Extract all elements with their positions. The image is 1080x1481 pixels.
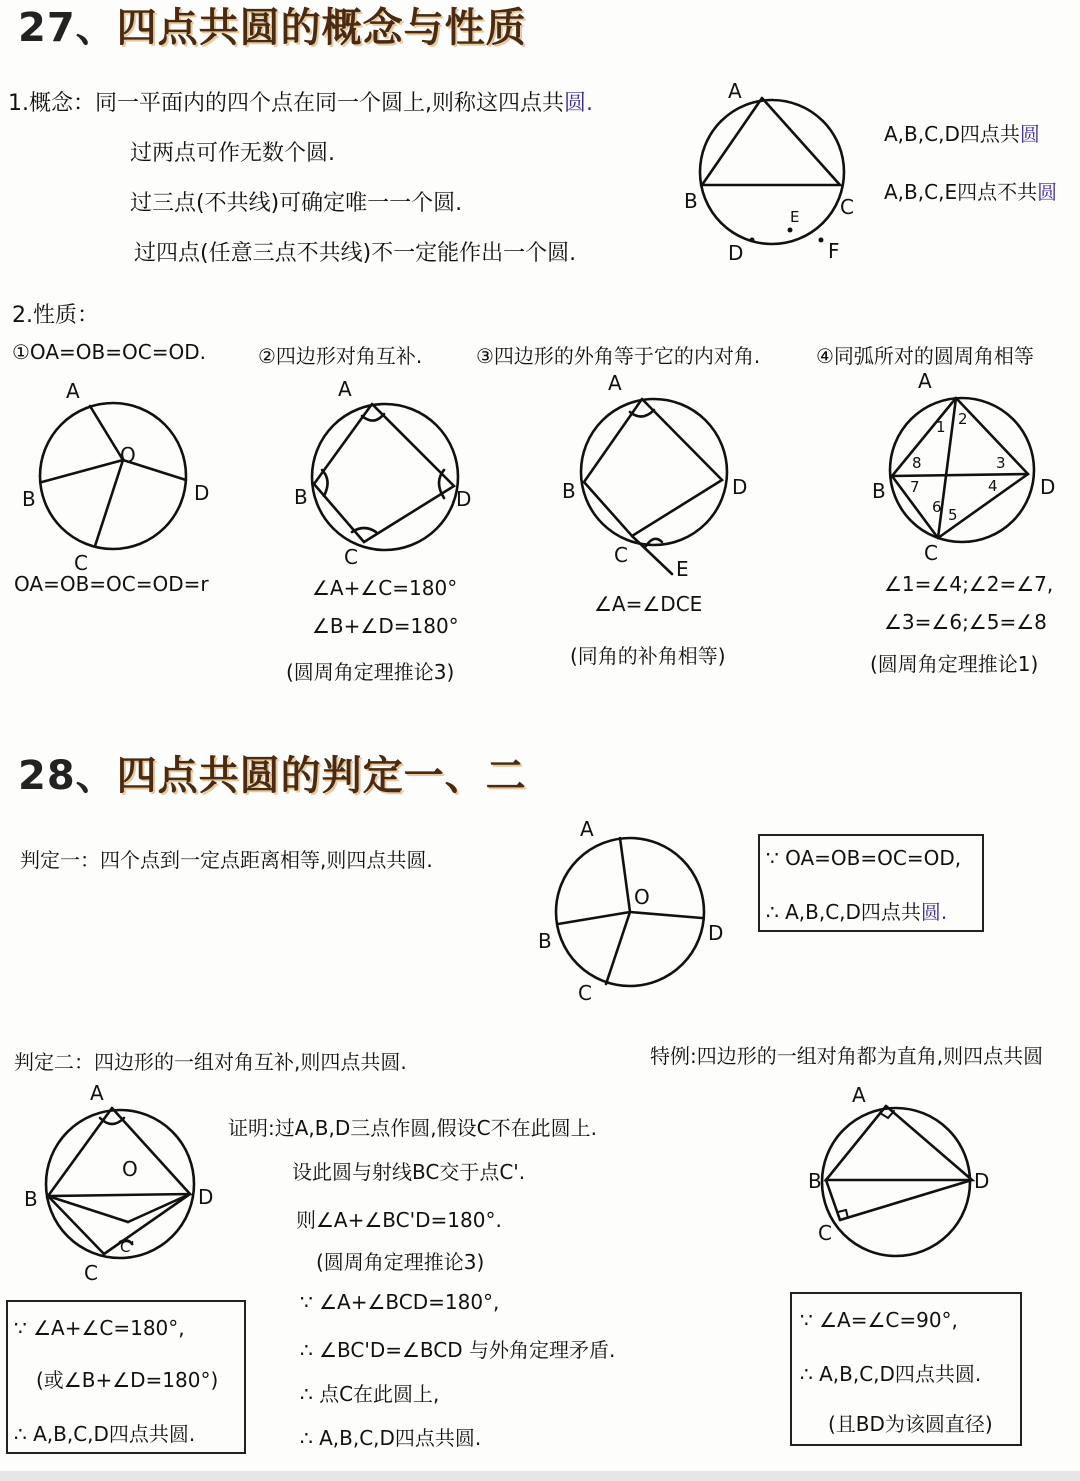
concept-label: 1.概念： — [8, 91, 95, 116]
angle-2: 2 — [958, 410, 968, 428]
note-2-text: A,B,C,E四点不共 — [884, 180, 1038, 204]
label-b: B — [872, 479, 886, 503]
label-c-prime: C' — [120, 1238, 135, 1256]
fig4-caption-3: (圆周角定理推论1) — [870, 652, 1039, 676]
label-o: O — [122, 1157, 138, 1181]
label-o: O — [120, 443, 136, 467]
box1-line-2-text: ∴ A,B,C,D四点共 — [766, 900, 921, 924]
label-a: A — [852, 1083, 866, 1107]
label-b: B — [684, 189, 698, 213]
figure-criterion-2 — [24, 1078, 234, 1288]
label-c: C — [74, 551, 88, 575]
label-b: B — [808, 1169, 822, 1193]
fig4-caption-2: ∠3=∠6;∠5=∠8 — [884, 610, 1047, 634]
page-bottom-strip — [0, 1471, 1080, 1481]
fig1-caption: OA=OB=OC=OD=r — [14, 572, 209, 596]
label-d: D — [1040, 475, 1056, 499]
figure-exterior-angle — [562, 370, 762, 590]
point-d — [750, 238, 755, 243]
concept-line-3: 过三点(不共线)可确定唯一一个圆. — [130, 191, 463, 216]
note-not-coplanar — [884, 176, 1057, 205]
fig2-caption-1: ∠A+∠C=180° — [312, 576, 458, 600]
concept-text: 同一平面内的四个点在同一个圆上,则称这四点共 — [95, 91, 564, 116]
point-f — [819, 238, 824, 243]
proof-line-3: 则∠A+∠BC'D=180°. — [296, 1208, 502, 1232]
label-a: A — [90, 1081, 104, 1105]
label-c: C — [818, 1221, 832, 1245]
label-d: D — [194, 481, 210, 505]
figure-special-case — [804, 1080, 1004, 1280]
box1-line-2 — [766, 896, 947, 925]
label-a: A — [66, 379, 80, 403]
concept-line — [8, 86, 593, 117]
angle-5: 5 — [948, 506, 958, 524]
proof-line-2: 设此圆与射线BC交于点C'. — [292, 1160, 526, 1184]
section-number: 28、 — [18, 753, 117, 799]
circle — [700, 100, 844, 244]
proof-line-5: ∵ ∠A+∠BCD=180°, — [300, 1290, 500, 1314]
label-b: B — [538, 929, 552, 953]
triangle-abc — [702, 98, 840, 185]
label-c: C — [84, 1261, 98, 1285]
box3-line-3: (且BD为该圆直径) — [828, 1412, 993, 1436]
fig4-caption-1: ∠1=∠4;∠2=∠7, — [884, 572, 1054, 596]
figure-opposite-angles — [294, 374, 494, 574]
label-o: O — [634, 885, 650, 909]
label-c: C — [578, 981, 592, 1005]
angle-8: 8 — [912, 454, 922, 472]
criterion-1: 判定一：四个点到一定点距离相等,则四点共圆. — [20, 848, 433, 872]
box3-line-1: ∵ ∠A=∠C=90°, — [800, 1308, 958, 1332]
box1-line-2-end: 圆. — [920, 900, 948, 924]
section-number: 27、 — [18, 5, 117, 51]
criterion-2-box — [6, 1300, 246, 1454]
box2-line-2: (或∠B+∠D=180°) — [36, 1368, 219, 1392]
label-a: A — [918, 369, 932, 393]
property-2: ②四边形对角互补. — [258, 344, 423, 368]
special-case: 特例:四边形的一组对角都为直角,则四点共圆 — [650, 1044, 1044, 1068]
fig2-caption-3: (圆周角定理推论3) — [286, 660, 455, 684]
label-d: D — [974, 1169, 990, 1193]
label-e: E — [790, 208, 800, 226]
property-1: ①OA=OB=OC=OD. — [12, 340, 206, 364]
fig3-caption-2: (同角的补角相等) — [570, 644, 726, 668]
label-c: C — [840, 195, 854, 219]
circle — [46, 1110, 194, 1258]
angle-3: 3 — [996, 454, 1006, 472]
note-2-end: 圆 — [1037, 180, 1058, 204]
property-4: ④同弧所对的圆周角相等 — [816, 344, 1034, 368]
label-d: D — [728, 241, 744, 265]
proof-line-7: ∴ 点C在此圆上, — [300, 1382, 440, 1406]
label-b: B — [294, 485, 308, 509]
special-case-box — [790, 1292, 1022, 1446]
angle-4: 4 — [988, 477, 998, 495]
note-1-end: 圆 — [1019, 122, 1040, 146]
label-b: B — [562, 479, 576, 503]
box1-line-1: ∵ OA=OB=OC=OD, — [766, 846, 962, 870]
property-label: 2.性质： — [12, 303, 99, 328]
label-a: A — [608, 371, 622, 395]
label-e: E — [676, 557, 689, 581]
concept-line-4: 过四点(任意三点不共线)不一定能作出一个圆. — [134, 241, 577, 266]
proof-line-1: 证明:过A,B,D三点作圆,假设C不在此圆上. — [228, 1116, 597, 1140]
label-a: A — [580, 817, 594, 841]
box2-line-3: ∴ A,B,C,D四点共圆. — [14, 1422, 196, 1446]
criterion-1-box — [758, 834, 984, 932]
label-c: C — [924, 541, 938, 565]
box2-line-1: ∵ ∠A+∠C=180°, — [14, 1316, 185, 1340]
proof-line-6: ∴ ∠BC'D=∠BCD 与外角定理矛盾. — [300, 1338, 616, 1362]
concept-line-2: 过两点可作无数个圆. — [130, 141, 335, 166]
label-d: D — [198, 1185, 214, 1209]
label-d: D — [456, 487, 472, 511]
label-d: D — [732, 475, 748, 499]
concept-text-end: 圆. — [564, 91, 593, 116]
note-1-text: A,B,C,D四点共 — [884, 122, 1020, 146]
label-c: C — [614, 543, 628, 567]
label-a: A — [338, 377, 352, 401]
fig2-caption-2: ∠B+∠D=180° — [312, 614, 459, 638]
section-27-title — [18, 0, 527, 53]
point-e — [788, 228, 793, 233]
note-coplanar — [884, 118, 1040, 147]
angle-7: 7 — [910, 478, 920, 496]
proof-line-4: (圆周角定理推论3) — [316, 1250, 485, 1274]
property-3: ③四边形的外角等于它的内对角. — [476, 344, 761, 368]
proof-line-8: ∴ A,B,C,D四点共圆. — [300, 1426, 482, 1450]
fig3-caption-1: ∠A=∠DCE — [594, 592, 703, 616]
criterion-2: 判定二：四边形的一组对角互补,则四点共圆. — [14, 1050, 407, 1074]
figure-radii — [20, 376, 220, 576]
angle-6: 6 — [932, 498, 942, 516]
box3-line-2: ∴ A,B,C,D四点共圆. — [800, 1362, 982, 1386]
section-28-title — [18, 744, 527, 801]
figure-concept-circle — [684, 79, 870, 272]
section-title-text: 四点共圆的概念与性质 — [116, 5, 527, 51]
figure-criterion-1 — [532, 812, 752, 1012]
label-b: B — [24, 1187, 38, 1211]
section-title-text: 四点共圆的判定一、二 — [116, 753, 527, 799]
label-f: F — [828, 239, 840, 263]
label-d: D — [708, 921, 724, 945]
angle-1: 1 — [936, 418, 946, 436]
figure-inscribed-angles — [870, 370, 1070, 570]
circle — [822, 1108, 970, 1256]
label-c: C — [344, 545, 358, 569]
label-a: A — [728, 79, 742, 103]
label-b: B — [22, 487, 36, 511]
